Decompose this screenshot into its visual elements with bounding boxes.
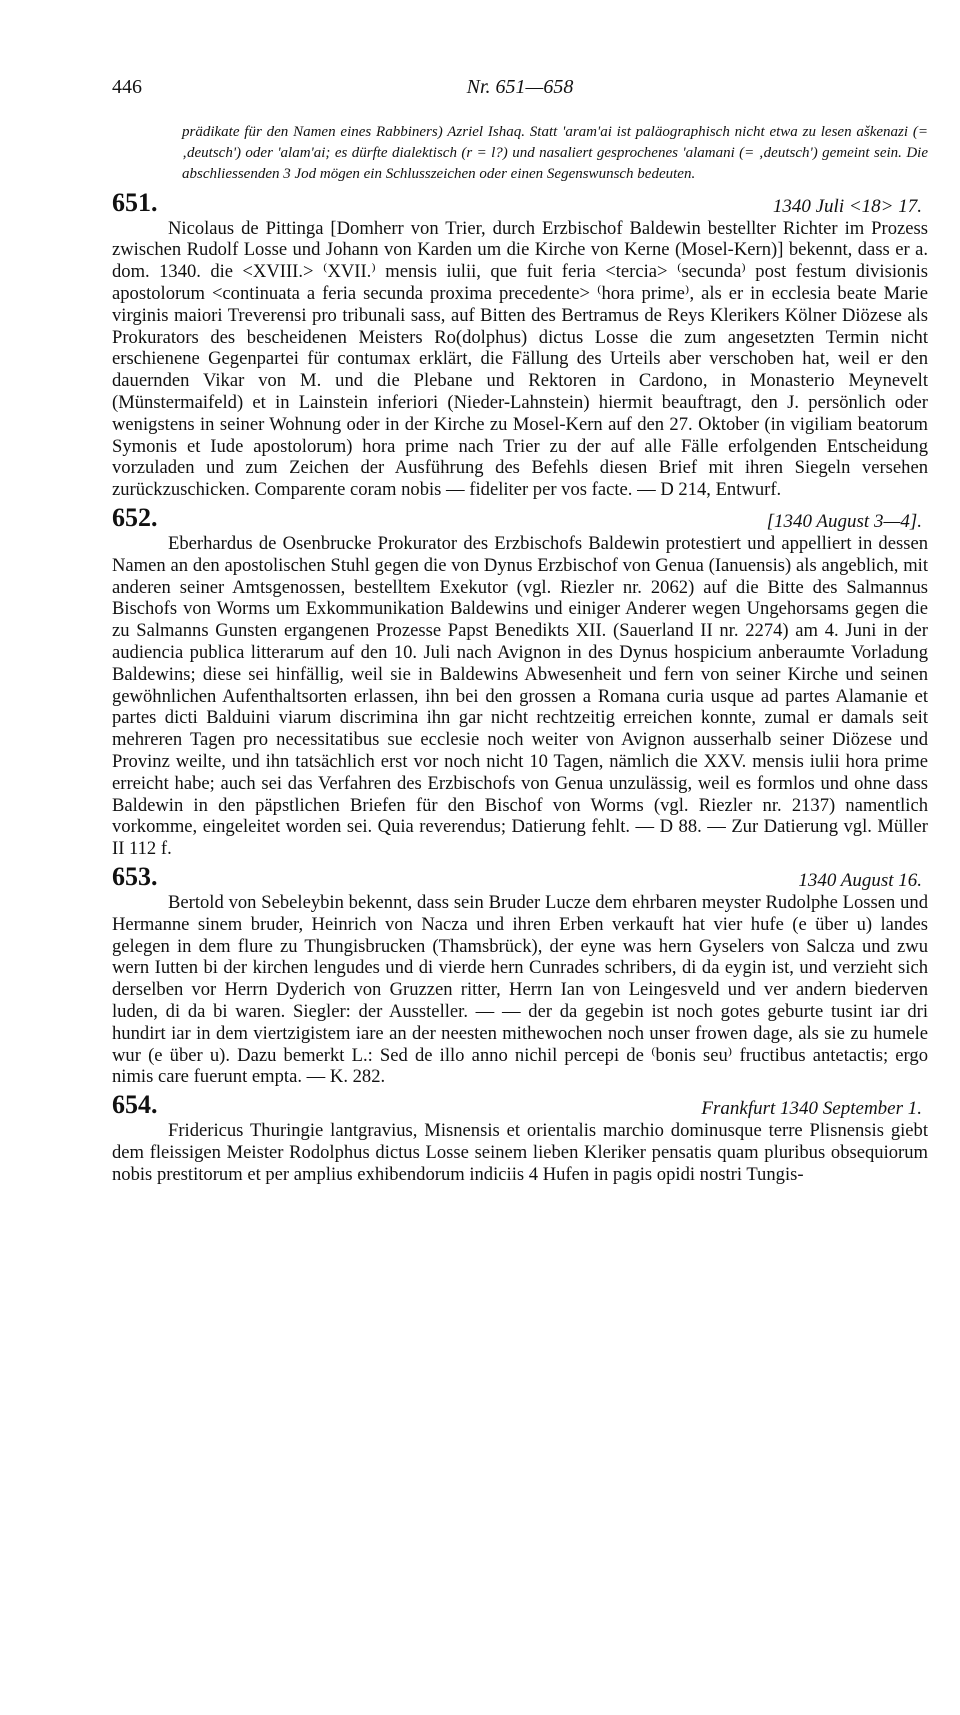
page-header <box>112 70 928 104</box>
entry-heading <box>112 862 928 892</box>
entry-heading <box>112 1090 928 1120</box>
entry-number: 653. <box>112 861 158 891</box>
entry-654 <box>112 1090 928 1185</box>
entry-text: Eberhardus de Osenbrucke Prokurator des Erzbischofs Baldewin protestiert und appelliert in dessen Namen an den apostolischen Stuhl gegen die von Dynus Erzbischof von Genua (Ianuensis) als angeblich, mit anderen seiner Amtsgenossen, bestelltem Exekutor (vgl. Riezler nr. 2062) auf die Bitte des Salmannus Bischofs von Worms um Exkommunikation Baldewins und einiger Anderer wegen Ungehorsams gegen die zu Salmanns Gunsten ergangenen Prozesse Papst Benedikts XII. (Sauerland II nr. 2274) am 4. Juni in der audiencia publica litterarum auf den 10. Juli nach Avignon in des Dynus hospicium anberaumte Vorladung Baldewins; diese sei hinfällig, weil sie in Baldewins Abwesenheit und fern von seiner Kirche und seinen gewöhnlichen Aufenthaltsorten erlassen, ihn bei den grossen a Romana curia usque ad partes Alamanie et partes dicti Balduini viarum discrimina ihn gar nicht rechtzeitig erreichen konnte, zumal er damals seit mehreren Tagen pro necessitatibus sue ecclesie noch weiter von Avignon ausserhalb seiner Diözese und Provinz weilte, und ihn tatsächlich erst vor noch nicht 10 Tagen, nämlich die XXV. mensis iulii hora prime erreicht habe; auch sei das Verfahren des Erzbischofs von Genua unzulässig, weil es formlos und ohne dass Baldewin in den päpstlichen Briefen für den Bischof von Worms (vgl. Riezler nr. 2137) namentlich vorkomme, eingeleitet worden sei. Quia reverendus; Datierung fehlt. — D 88. — Zur Datierung vgl. Müller II 112 f. <box>112 532 928 860</box>
entry-651 <box>112 188 928 501</box>
entry-text: Fridericus Thuringie lantgravius, Misnensis et orientalis marchio dominusque terre Plisnensis giebt dem fleissigen Meister Rodolphus dictus Losse seinem lieben Kleriker pensatis quam pluribus obsequiorum nobis prestitorum et per amplius exhibendorum indiciis 4 Hufen in pagis opidi nostri Tungis- <box>112 1120 928 1185</box>
footnote-continuation: prädikate für den Namen eines Rabbiners) Azriel Ishaq. Statt 'aram'ai ist paläographisch nicht etwa zu lesen aškenazi (= ‚deutsch') oder 'alam'ai; es dürfte dialektisch (r = l?) und nasaliert gesprochenes 'alamani (= ‚deutsch') gemeint sein. Die abschliessenden 3 Jod mögen ein Schlusszeichen oder einen Segenswunsch bedeuten. <box>182 124 928 183</box>
running-title: Nr. 651—658 <box>466 76 574 98</box>
entry-text: Nicolaus de Pittinga [Domherr von Trier, durch Erzbischof Baldewin bestellter Richter im Prozess zwischen Rudolf Losse und Johann von Karden um die Kirche von Kerne (Mosel-Kern)] bekennt, dass er a. dom. 1340. die <XVIII.> ⁽XVII.⁾ mensis iulii, que fuit feria <tercia> ⁽secunda⁾ post festum divisionis apostolorum <continuata a feria secunda proxima precedente> ⁽hora prime⁾, als er in ecclesia beate Marie virginis maiori Treverensi pro tribunali sass, auf Bitten des Bertramus de Reys Klerikers Kölner Diözese als Prokurators des bescheidenen Meisters Ro(dolphus) dictus Losse die zum angesetzten Termin nicht erschienene Gegenpartei für contumax erklärt, die Fällung des Urteils aber verschoben hat, weil er den dauernden Vikar von M. und die Plebane und Rektoren in Cardono, in Monasterio Meynevelt (Münstermaifeld) et in Lainstein inferiori (Nieder-Lahnstein) hiermit beauftragt, den J. persönlich oder wenigstens in seiner Wohnung oder in der Kirche zu Mosel-Kern auf den 27. Oktober (in vigiliam beatorum Symonis et Iude apostolorum) hora prime nach Trier zu der auf alle Fälle erfolgenden Entscheidung vorzuladen und zum Zeichen der Ausführung des Befehls diesen Brief mit ihren Siegeln versehen zurückzuschicken. Comparente coram nobis — fideliter per vos facte. — D 214, Entwurf. <box>112 217 928 501</box>
entry-heading <box>112 503 928 533</box>
entry-date: [1340 August 3—4]. <box>766 510 922 532</box>
entry-date: 1340 August 16. <box>798 869 922 891</box>
entry-number: 654. <box>112 1090 158 1120</box>
entry-653 <box>112 862 928 1088</box>
entry-date: Frankfurt 1340 September 1. <box>701 1098 922 1120</box>
entry-heading <box>112 188 928 218</box>
entry-number: 651. <box>112 187 158 217</box>
entry-date: 1340 Juli <18> 17. <box>772 195 922 217</box>
entry-text: Bertold von Sebeleybin bekennt, dass sein Bruder Lucze dem ehrbaren meyster Rudolphe Lossen und Hermanne sinem bruder, Heinrich von Nacza und ihren Erben verkauft hat vier hufe (e über u) landes gelegen in dem flure zu Thungisbrucken (Thamsbrück), der eyne was hern Gyselers von Salcza und zwu wern Iutten bi der kirchen lengudes und di vierde hern Cunrades schribers, di da eygin ist, und verzieht sich derselben vor Herrn Dyderich von Gruzzen ritter, Herrn Ian von Leingesveld und ver andern biederven luden, di da bi waren. Siegler: der Aussteller. — — der da gegebin ist noch gotes geburte tusint iar dri hundirt iar in dem viertzigistem iare an der neesten mithewochen noch unser frowen dage, als sie zu humele wur (e über u). Dazu bemerkt L.: Sed de illo anno nichil percepi de ⁽bonis seu⁾ fructibus antetactis; ergo nimis care fuerunt empta. — K. 282. <box>112 891 928 1088</box>
entry-number: 652. <box>112 502 158 532</box>
entry-652 <box>112 503 928 860</box>
page-number: 446 <box>112 76 142 98</box>
